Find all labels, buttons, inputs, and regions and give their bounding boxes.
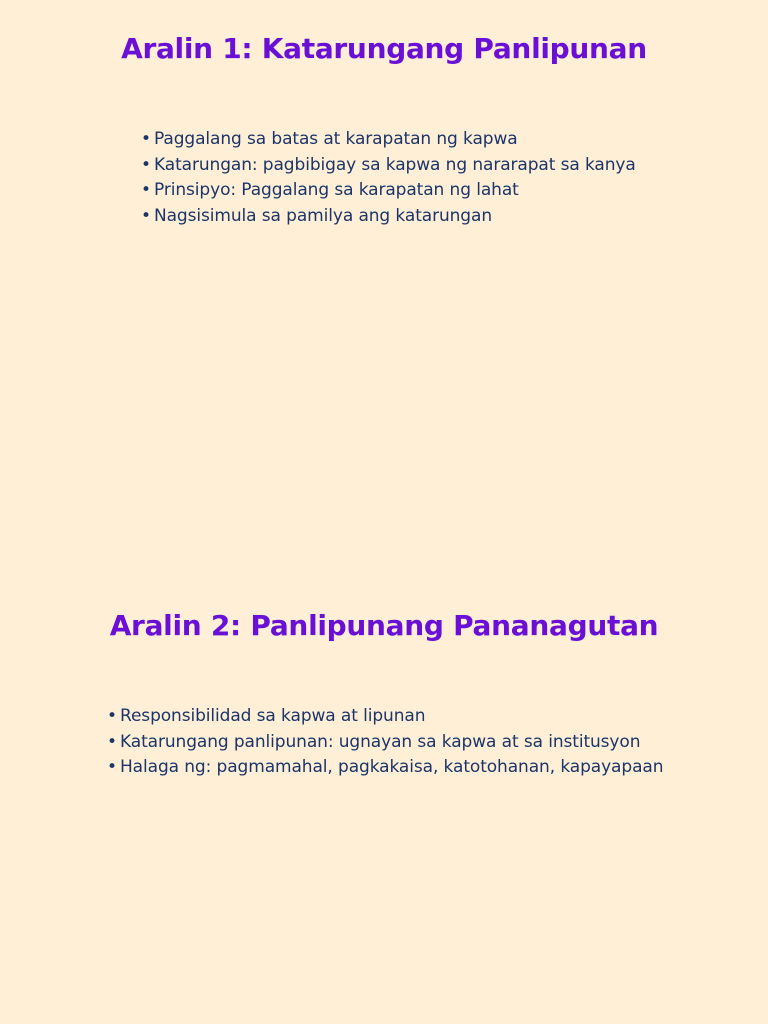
list-item-text: Responsibilidad sa kapwa at lipunan	[120, 706, 426, 726]
list-item	[107, 704, 663, 730]
list-item	[141, 204, 636, 230]
list-item-text: Katarungang panlipunan: ugnayan sa kapwa at sa institusyon	[120, 731, 641, 752]
bullet-list	[141, 127, 636, 230]
list-item	[141, 178, 636, 204]
bullet-dot-icon: •	[141, 206, 151, 227]
bullet-dot-icon: •	[141, 154, 151, 175]
slide-aralin-2	[0, 512, 768, 1024]
slide-title: Aralin 2: Panlipunang Pananagutan	[109, 609, 659, 642]
bullet-list	[107, 704, 663, 781]
list-item	[141, 127, 636, 153]
list-item-text: Nagsisimula sa pamilya ang katarungan	[154, 206, 492, 227]
bullet-dot-icon: •	[107, 706, 117, 726]
list-item-text: Katarungan: pagbibigay sa kapwa ng nararapat sa kanya	[154, 154, 636, 175]
list-item-text: Prinsipyo: Paggalang sa karapatan ng lahat	[154, 180, 519, 201]
list-item	[141, 153, 636, 179]
list-item	[107, 730, 663, 756]
list-item-text: Halaga ng: pagmamahal, pagkakaisa, katotohanan, kapayapaan	[120, 757, 664, 778]
bullet-dot-icon: •	[141, 180, 151, 201]
slide-title: Aralin 1: Katarungang Panlipunan	[121, 32, 647, 65]
bullet-dot-icon: •	[107, 731, 117, 752]
bullet-dot-icon: •	[141, 129, 151, 149]
bullet-dot-icon: •	[107, 757, 117, 778]
list-item	[107, 755, 663, 781]
list-item-text: Paggalang sa batas at karapatan ng kapwa	[154, 129, 518, 149]
